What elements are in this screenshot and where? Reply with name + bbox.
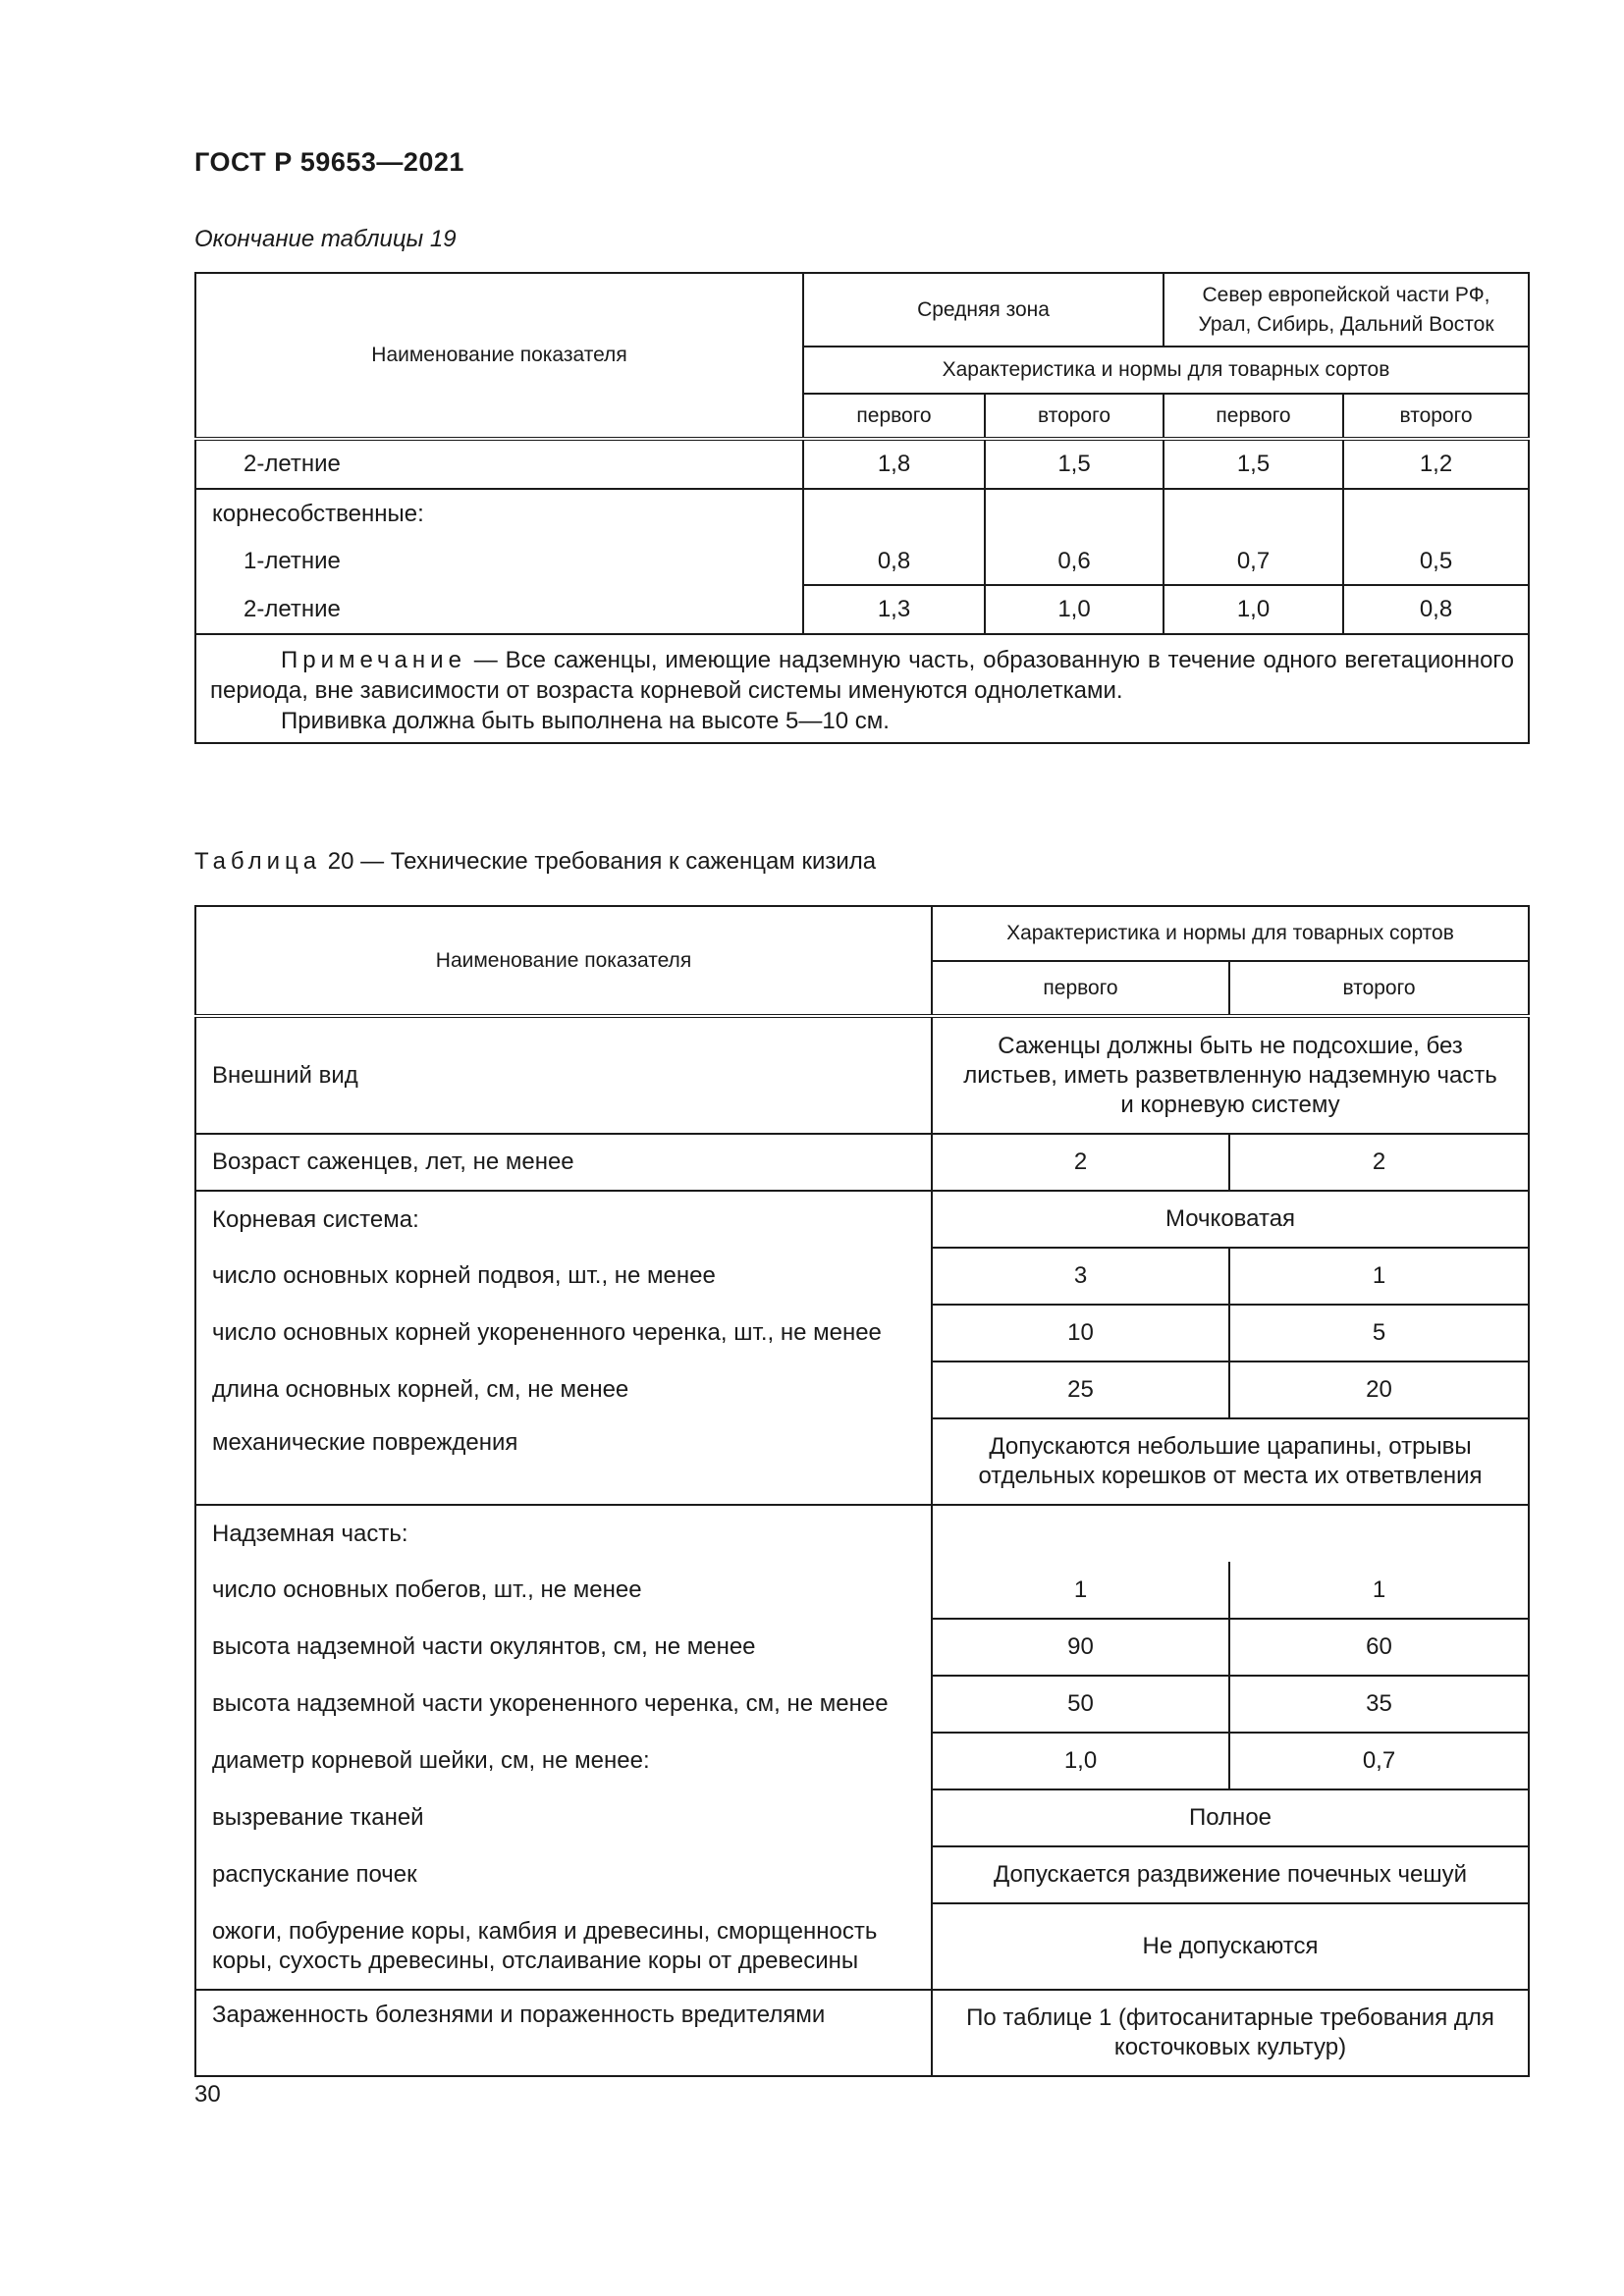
row-label: Корневая система: — [195, 1191, 932, 1248]
row-label: корнесобственные: — [195, 489, 803, 538]
table-row — [195, 1505, 1529, 1562]
cell-value: 20 — [1229, 1362, 1529, 1418]
cell-value: 1,0 — [932, 1733, 1229, 1789]
cell-value: 0,5 — [1343, 489, 1529, 585]
row-label: 2-летние — [195, 439, 803, 489]
note-label: Примечание — [281, 647, 466, 673]
table-row — [195, 1676, 1529, 1733]
table-row — [195, 1016, 1529, 1134]
note-text: Прививка должна быть выполнена на высоте 5—10 см. — [281, 708, 890, 734]
table19-note — [195, 634, 1529, 743]
table19-caption: Окончание таблицы 19 — [194, 226, 457, 252]
row-label: Зараженность болезнями и пораженность вредителями — [195, 1990, 932, 2076]
row-label: 2-летние — [195, 585, 803, 634]
cell-value: Не допускаются — [932, 1903, 1529, 1990]
cell-value: 0,8 — [1343, 585, 1529, 634]
row-label: число основных побегов, шт., не менее — [195, 1562, 932, 1619]
table19 — [194, 272, 1530, 744]
cell-value: 0,7 — [1229, 1733, 1529, 1789]
cell-value: Допускается раздвижение почечных чешуй — [932, 1846, 1529, 1903]
cell-value: 1 — [932, 1562, 1229, 1619]
table-row — [195, 1733, 1529, 1789]
row-label: распускание почек — [195, 1846, 932, 1903]
table-row — [195, 1418, 1529, 1505]
table-row — [195, 1619, 1529, 1676]
cell-value: Допускаются небольшие царапины, отрывы отдельных корешков от места их ответвления — [932, 1418, 1529, 1505]
table19-header-first: первого — [803, 394, 985, 439]
cell-value: 0,8 — [803, 489, 985, 585]
table20-header-indicator: Наименование показателя — [195, 906, 932, 1016]
zone2-line1: Север европейской части РФ, — [1202, 283, 1490, 306]
table19-header-norms: Характеристика и нормы для товарных сортов — [803, 347, 1529, 394]
table-row — [195, 1846, 1529, 1903]
cell-empty — [932, 1505, 1529, 1562]
cell-value: По таблице 1 (фитосанитарные требования для косточковых культур) — [932, 1990, 1529, 2076]
table20-caption: Таблица 20 — Технические требования к саженцам кизила — [194, 848, 877, 875]
table-row — [195, 1903, 1529, 1990]
row-label: Возраст саженцев, лет, не менее — [195, 1134, 932, 1191]
page-number: 30 — [194, 2081, 221, 2108]
cell-value: 25 — [932, 1362, 1229, 1418]
cell-value: 50 — [932, 1676, 1229, 1733]
cell-value: 0,6 — [985, 489, 1164, 585]
row-label: высота надземной части окулянтов, см, не менее — [195, 1619, 932, 1676]
row-label: ожоги, побурение коры, камбия и древесины, сморщенность коры, сухость древесины, отслаивание коры от древесины — [195, 1903, 932, 1990]
row-label: число основных корней подвоя, шт., не менее — [195, 1248, 932, 1305]
table19-header-second: второго — [985, 394, 1164, 439]
cell-value: 1 — [1229, 1248, 1529, 1305]
cell-value: 1,8 — [803, 439, 985, 489]
cell-value: 1,3 — [803, 585, 985, 634]
table-row — [195, 1789, 1529, 1846]
table19-header-zone2 — [1164, 273, 1529, 347]
table-row — [195, 1562, 1529, 1619]
table-row — [195, 1248, 1529, 1305]
row-label: высота надземной части укорененного черенка, см, не менее — [195, 1676, 932, 1733]
cell-value: 2 — [932, 1134, 1229, 1191]
cell-value: 90 — [932, 1619, 1229, 1676]
cell-value: 1,5 — [1164, 439, 1343, 489]
row-label: Внешний вид — [195, 1016, 932, 1134]
cell-value: 3 — [932, 1248, 1229, 1305]
cell-value: Мочковатая — [932, 1191, 1529, 1248]
table20-header-second: второго — [1229, 961, 1529, 1016]
cell-value: 0,7 — [1164, 489, 1343, 585]
table19-header-second: второго — [1343, 394, 1529, 439]
row-label: вызревание тканей — [195, 1789, 932, 1846]
cell-value: 1,0 — [985, 585, 1164, 634]
table-row — [195, 489, 1529, 538]
table19-header-indicator: Наименование показателя — [195, 273, 803, 439]
table19-header-zone1: Средняя зона — [803, 273, 1164, 347]
document-title: ГОСТ Р 59653—2021 — [194, 147, 464, 177]
table-row — [195, 1305, 1529, 1362]
row-label: механические повреждения — [195, 1418, 932, 1505]
table-row — [195, 1990, 1529, 2076]
row-label: 1-летние — [195, 538, 803, 585]
table19-header-first: первого — [1164, 394, 1343, 439]
table20 — [194, 905, 1530, 2077]
cell-value: 35 — [1229, 1676, 1529, 1733]
zone2-line2: Урал, Сибирь, Дальний Восток — [1198, 312, 1494, 336]
cell-value: 2 — [1229, 1134, 1529, 1191]
cell-value: 5 — [1229, 1305, 1529, 1362]
table-row — [195, 1362, 1529, 1418]
cell-value: 1,2 — [1343, 439, 1529, 489]
table-row — [195, 439, 1529, 489]
cell-value: Саженцы должны быть не подсохшие, без листьев, иметь разветвленную надземную часть и корневую систему — [932, 1016, 1529, 1134]
table-row — [195, 585, 1529, 634]
row-label: длина основных корней, см, не менее — [195, 1362, 932, 1418]
cell-value: Полное — [932, 1789, 1529, 1846]
cell-value: 1,5 — [985, 439, 1164, 489]
row-label: диаметр корневой шейки, см, не менее: — [195, 1733, 932, 1789]
row-label: число основных корней укорененного черенка, шт., не менее — [195, 1305, 932, 1362]
cell-value: 60 — [1229, 1619, 1529, 1676]
cell-value: 1,0 — [1164, 585, 1343, 634]
note-text: — Все саженцы, имеющие надземную часть, образованную в течение одного вегетационного периода, вне зависимости от возраста корневой системы именуются однолетками. — [210, 647, 1515, 704]
table20-header-norms: Характеристика и нормы для товарных сортов — [932, 906, 1529, 961]
cell-value: 1 — [1229, 1562, 1529, 1619]
table20-header-first: первого — [932, 961, 1229, 1016]
table-row — [195, 1134, 1529, 1191]
row-label: Надземная часть: — [195, 1505, 932, 1562]
cell-value: 10 — [932, 1305, 1229, 1362]
table-row — [195, 1191, 1529, 1248]
